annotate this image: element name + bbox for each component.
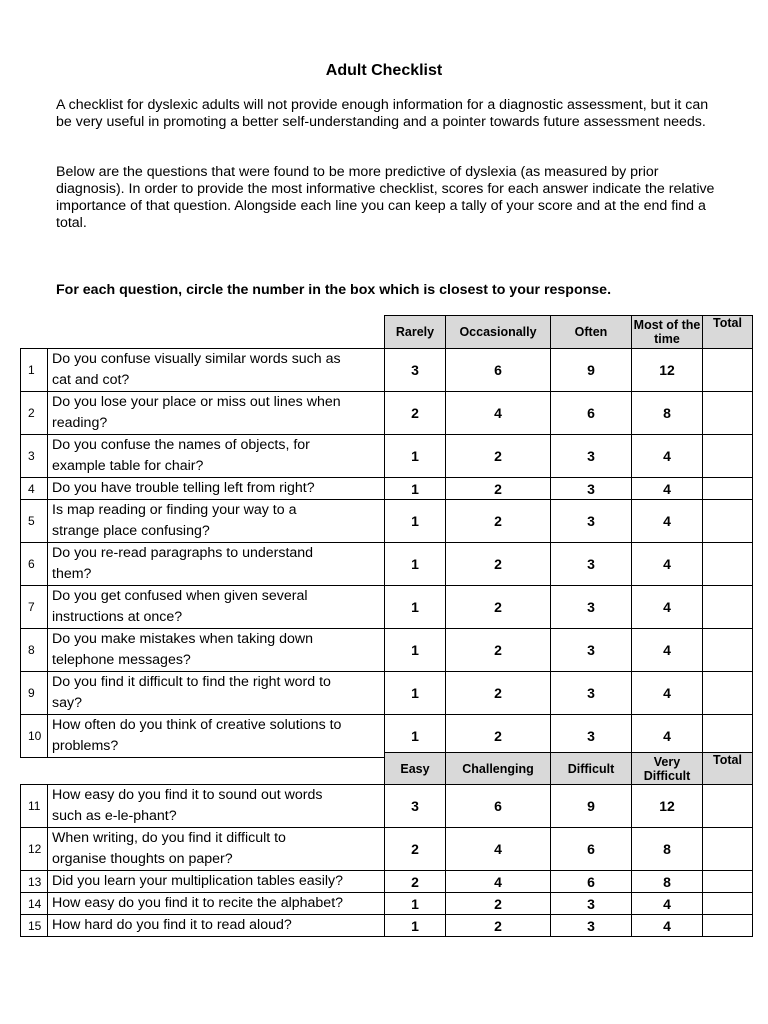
question-line: How often do you think of creative solutions to <box>52 717 342 733</box>
question-line: Do you confuse the names of objects, for <box>52 437 310 453</box>
question-text <box>48 435 385 478</box>
column-header: Challenging <box>446 753 551 785</box>
total-cell[interactable] <box>703 871 753 893</box>
question-number: 13 <box>21 871 48 893</box>
question-line: Is map reading or finding your way to a <box>52 502 297 518</box>
question-row <box>21 785 753 828</box>
question-row <box>21 629 753 672</box>
question-number: 5 <box>21 500 48 543</box>
question-line: telephone messages? <box>52 652 191 668</box>
score-option[interactable]: 2 <box>446 672 551 715</box>
column-header: Often <box>551 316 632 349</box>
question-text <box>48 349 385 392</box>
total-cell[interactable] <box>703 586 753 629</box>
score-option[interactable]: 2 <box>446 629 551 672</box>
question-line: them? <box>52 566 92 582</box>
header-spacer <box>21 316 385 349</box>
score-option[interactable]: 8 <box>632 828 703 871</box>
question-text <box>48 785 385 828</box>
score-option[interactable]: 3 <box>385 785 446 828</box>
question-line: Did you learn your multiplication tables easily? <box>52 873 343 889</box>
checklist-table-difficulty <box>20 752 753 937</box>
score-option[interactable]: 3 <box>551 543 632 586</box>
score-option[interactable]: 12 <box>632 349 703 392</box>
total-cell[interactable] <box>703 478 753 500</box>
column-header: Rarely <box>385 316 446 349</box>
intro-paragraph: A checklist for dyslexic adults will not provide enough information for a diagnostic assessment, but it can be very useful in promoting a better self-understanding and a pointer towards future assessment needs. <box>56 97 709 130</box>
score-option[interactable]: 1 <box>385 543 446 586</box>
total-cell[interactable] <box>703 629 753 672</box>
question-number: 10 <box>21 715 48 758</box>
question-text <box>48 543 385 586</box>
question-row <box>21 871 753 893</box>
question-line: such as e-le-phant? <box>52 808 177 824</box>
score-option[interactable]: 4 <box>446 392 551 435</box>
page-title: Adult Checklist <box>325 62 443 79</box>
question-row <box>21 500 753 543</box>
checklist-table-frequency <box>20 315 753 758</box>
total-cell[interactable] <box>703 672 753 715</box>
score-option[interactable]: 2 <box>446 543 551 586</box>
question-text <box>48 478 385 500</box>
instruction-text: For each question, circle the number in the box which is closest to your response. <box>56 282 612 298</box>
score-option[interactable]: 1 <box>385 435 446 478</box>
question-line: organise thoughts on paper? <box>52 851 233 867</box>
question-line: Do you confuse visually similar words such as <box>52 351 341 367</box>
total-cell[interactable] <box>703 828 753 871</box>
question-line: instructions at once? <box>52 609 183 625</box>
question-row <box>21 349 753 392</box>
question-line: Do you get confused when given several <box>52 588 308 604</box>
header-spacer <box>21 753 385 785</box>
question-number: 6 <box>21 543 48 586</box>
total-cell[interactable] <box>703 435 753 478</box>
total-cell[interactable] <box>703 392 753 435</box>
score-option[interactable]: 1 <box>385 893 446 915</box>
score-option[interactable]: 3 <box>551 672 632 715</box>
question-row <box>21 435 753 478</box>
score-option[interactable]: 3 <box>551 478 632 500</box>
question-line: Do you re-read paragraphs to understand <box>52 545 314 561</box>
total-cell[interactable] <box>703 893 753 915</box>
score-option[interactable]: 4 <box>632 672 703 715</box>
total-cell[interactable] <box>703 349 753 392</box>
question-number: 14 <box>21 893 48 915</box>
score-option[interactable]: 6 <box>551 871 632 893</box>
question-number: 8 <box>21 629 48 672</box>
score-option[interactable]: 4 <box>632 500 703 543</box>
column-header: Total <box>703 753 753 785</box>
score-option[interactable]: 1 <box>385 672 446 715</box>
question-line: How easy do you find it to recite the alphabet? <box>52 895 344 911</box>
question-line: How easy do you find it to sound out words <box>52 787 323 803</box>
header-row <box>21 753 753 785</box>
score-option[interactable]: 6 <box>551 392 632 435</box>
score-option[interactable]: 2 <box>446 586 551 629</box>
question-text <box>48 500 385 543</box>
score-option[interactable]: 8 <box>632 392 703 435</box>
question-text <box>48 672 385 715</box>
question-number: 11 <box>21 785 48 828</box>
score-option[interactable]: 2 <box>446 715 551 758</box>
question-number: 4 <box>21 478 48 500</box>
question-line: Do you lose your place or miss out lines when <box>52 394 341 410</box>
score-option[interactable]: 1 <box>385 629 446 672</box>
score-option[interactable]: 3 <box>551 586 632 629</box>
question-row <box>21 478 753 500</box>
score-option[interactable]: 2 <box>446 915 551 937</box>
score-option[interactable]: 6 <box>446 349 551 392</box>
column-header: Most of the time <box>632 316 703 349</box>
score-option[interactable]: 4 <box>632 915 703 937</box>
score-option[interactable]: 2 <box>446 478 551 500</box>
question-line: Do you find it difficult to find the right word to <box>52 674 331 690</box>
score-option[interactable]: 6 <box>446 785 551 828</box>
question-row <box>21 392 753 435</box>
question-line: How hard do you find it to read aloud? <box>52 917 292 933</box>
score-option[interactable]: 2 <box>385 392 446 435</box>
question-number: 2 <box>21 392 48 435</box>
score-option[interactable]: 4 <box>632 586 703 629</box>
question-line: Do you make mistakes when taking down <box>52 631 314 647</box>
question-text <box>48 629 385 672</box>
question-text <box>48 392 385 435</box>
question-row <box>21 586 753 629</box>
question-row <box>21 672 753 715</box>
score-option[interactable]: 3 <box>551 915 632 937</box>
total-cell[interactable] <box>703 785 753 828</box>
question-number: 3 <box>21 435 48 478</box>
score-option[interactable]: 4 <box>632 543 703 586</box>
question-number: 15 <box>21 915 48 937</box>
question-row <box>21 893 753 915</box>
question-line: When writing, do you find it difficult to <box>52 830 286 846</box>
score-option[interactable]: 1 <box>385 478 446 500</box>
score-option[interactable]: 4 <box>632 715 703 758</box>
question-number: 9 <box>21 672 48 715</box>
question-line: example table for chair? <box>52 458 204 474</box>
score-option[interactable]: 3 <box>551 500 632 543</box>
score-option[interactable]: 9 <box>551 349 632 392</box>
question-row <box>21 915 753 937</box>
column-header: Occasionally <box>446 316 551 349</box>
question-line: say? <box>52 695 82 711</box>
total-cell[interactable] <box>703 543 753 586</box>
score-option[interactable]: 8 <box>632 871 703 893</box>
question-number: 7 <box>21 586 48 629</box>
score-option[interactable]: 9 <box>551 785 632 828</box>
intro-paragraph: Below are the questions that were found to be more predictive of dyslexia (as measured by prior diagnosis). In order to provide the most informative checklist, scores for each answer indicate the relative importance of that question. Alongside each line you can keep a tally of your score and at the end find a total. <box>56 164 715 231</box>
score-option[interactable]: 2 <box>385 871 446 893</box>
score-option[interactable]: 3 <box>551 435 632 478</box>
total-cell[interactable] <box>703 500 753 543</box>
column-header: Difficult <box>551 753 632 785</box>
question-line: problems? <box>52 738 119 754</box>
score-option[interactable]: 3 <box>551 893 632 915</box>
column-header: Very Difficult <box>632 753 703 785</box>
column-header: Easy <box>385 753 446 785</box>
question-text <box>48 828 385 871</box>
question-line: Do you have trouble telling left from right? <box>52 480 315 496</box>
score-option[interactable]: 1 <box>385 500 446 543</box>
score-option[interactable]: 4 <box>632 893 703 915</box>
question-number: 12 <box>21 828 48 871</box>
score-option[interactable]: 12 <box>632 785 703 828</box>
question-text <box>48 893 385 915</box>
score-option[interactable]: 1 <box>385 915 446 937</box>
score-option[interactable]: 3 <box>385 349 446 392</box>
question-row <box>21 828 753 871</box>
score-option[interactable]: 2 <box>446 435 551 478</box>
question-line: reading? <box>52 415 108 431</box>
score-option[interactable]: 3 <box>551 629 632 672</box>
question-text <box>48 915 385 937</box>
score-option[interactable]: 2 <box>385 828 446 871</box>
score-option[interactable]: 3 <box>551 715 632 758</box>
score-option[interactable]: 2 <box>446 500 551 543</box>
header-row <box>21 316 753 349</box>
question-number: 1 <box>21 349 48 392</box>
total-cell[interactable] <box>703 915 753 937</box>
question-line: strange place confusing? <box>52 523 210 539</box>
score-option[interactable]: 6 <box>551 828 632 871</box>
score-option[interactable]: 4 <box>446 828 551 871</box>
score-option[interactable]: 4 <box>632 629 703 672</box>
score-option[interactable]: 1 <box>385 715 446 758</box>
score-option[interactable]: 4 <box>446 871 551 893</box>
question-text <box>48 871 385 893</box>
question-line: cat and cot? <box>52 372 130 388</box>
question-text <box>48 586 385 629</box>
score-option[interactable]: 2 <box>446 893 551 915</box>
column-header: Total <box>703 316 753 349</box>
score-option[interactable]: 4 <box>632 478 703 500</box>
score-option[interactable]: 4 <box>632 435 703 478</box>
score-option[interactable]: 1 <box>385 586 446 629</box>
question-row <box>21 543 753 586</box>
